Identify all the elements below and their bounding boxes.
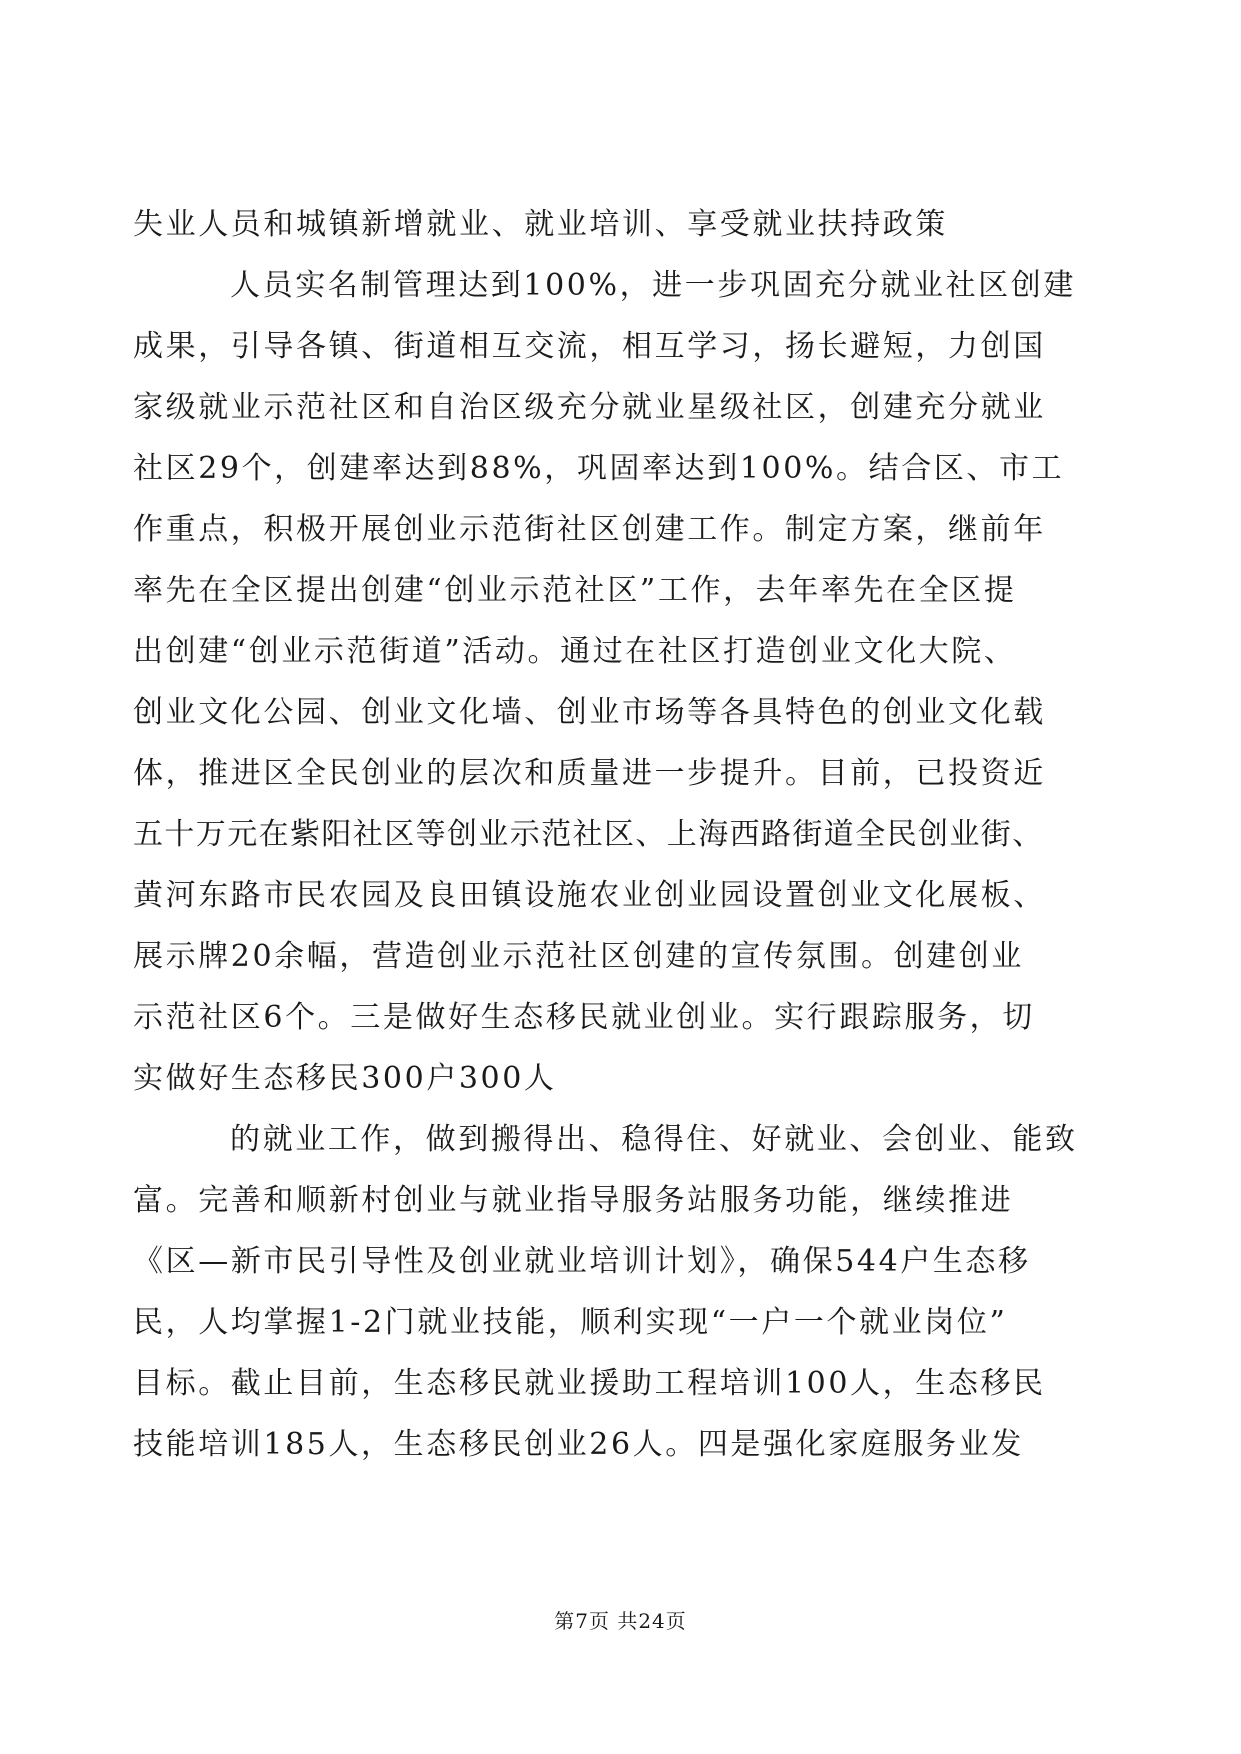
paragraph-first-line: 的就业工作，做到搬得出、稳得住、好就业、会创业、能致: [230, 1123, 1078, 1157]
text-line: 体，推进区全民创业的层次和质量进一步提升。目前，已投资近: [133, 757, 1046, 791]
text-line: 社区29个，创建率达到88%，巩固率达到100%。结合区、市工: [133, 452, 1065, 486]
text-line: 《区—新市民引导性及创业就业培训计划》，确保544户生态移: [133, 1245, 1031, 1279]
paragraph-first-line: 人员实名制管理达到100%，进一步巩固充分就业社区创建: [230, 269, 1076, 303]
text-line: 成果，引导各镇、街道相互交流，相互学习，扬长避短，力创国: [133, 330, 1046, 364]
text-line: 示范社区6个。三是做好生态移民就业创业。实行跟踪服务，切: [133, 1001, 1035, 1035]
text-line: 目标。截止目前，生态移民就业援助工程培训100人，生态移民: [133, 1367, 1046, 1401]
text-line: 家级就业示范社区和自治区级充分就业星级社区，创建充分就业: [133, 391, 1046, 425]
text-line: 民，人均掌握1-2门就业技能，顺利实现“一户一个就业岗位”: [133, 1306, 1008, 1340]
text-line: 技能培训185人，生态移民创业26人。四是强化家庭服务业发: [133, 1428, 1024, 1462]
text-line: 展示牌20余幅，营造创业示范社区创建的宣传氛围。创建创业: [133, 940, 1024, 974]
page-number-footer: 第7页 共24页: [554, 1609, 687, 1633]
text-line: 出创建“创业示范街道”活动。通过在社区打造创业文化大院、: [133, 635, 1017, 669]
text-line: 五十万元在紫阳社区等创业示范社区、上海西路街道全民创业街、: [133, 818, 1044, 852]
text-line: 实做好生态移民300户300人: [133, 1062, 557, 1096]
text-line: 富。完善和顺新村创业与就业指导服务站服务功能，继续推进: [133, 1184, 1014, 1218]
text-line: 创业文化公园、创业文化墙、创业市场等各具特色的创业文化载: [133, 696, 1046, 730]
text-line: 失业人员和城镇新增就业、就业培训、享受就业扶持政策: [133, 208, 948, 242]
text-line: 作重点，积极开展创业示范街社区创建工作。制定方案，继前年: [133, 513, 1046, 547]
text-line: 黄河东路市民农园及良田镇设施农业创业园设置创业文化展板、: [133, 879, 1046, 913]
text-line: 率先在全区提出创建“创业示范社区”工作，去年率先在全区提: [133, 574, 1017, 608]
